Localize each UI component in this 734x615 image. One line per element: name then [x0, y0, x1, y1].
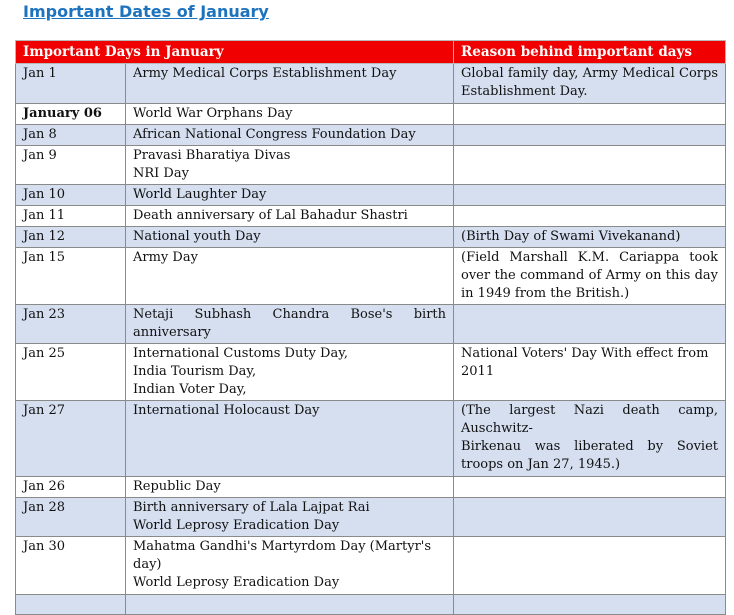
date-cell: Jan 9 — [16, 146, 126, 185]
date-cell: Jan 11 — [16, 206, 126, 227]
reason-line: Birkenau was liberated by Soviet troops on Jan 27, 1945.) — [461, 439, 719, 472]
important-dates-table — [15, 40, 726, 615]
table-row — [16, 595, 726, 615]
event-cell — [126, 595, 454, 615]
reason-cell — [454, 595, 726, 615]
date-cell: Jan 10 — [16, 185, 126, 206]
table-row — [16, 401, 726, 477]
reason-cell — [454, 344, 726, 401]
table-row — [16, 206, 726, 227]
event-cell — [126, 498, 454, 537]
table-row — [16, 125, 726, 146]
event-cell — [126, 185, 454, 206]
reason-line: (Birth Day of Swami Vivekanand) — [461, 229, 681, 244]
table-header-row — [16, 41, 726, 64]
table-row — [16, 344, 726, 401]
event-line: International Customs Duty Day, — [133, 346, 348, 361]
date-cell — [16, 595, 126, 615]
reason-cell — [454, 305, 726, 344]
date-cell: Jan 12 — [16, 227, 126, 248]
reason-cell — [454, 64, 726, 104]
table-row — [16, 185, 726, 206]
event-line: NRI Day — [133, 166, 189, 181]
table-row — [16, 477, 726, 498]
event-line: African National Congress Foundation Day — [133, 127, 416, 142]
reason-cell — [454, 537, 726, 595]
date-cell: January 06 — [16, 104, 126, 125]
event-line: World Leprosy Eradication Day — [133, 518, 340, 533]
date-cell: Jan 28 — [16, 498, 126, 537]
event-line: Birth anniversary of Lala Lajpat Rai — [133, 500, 370, 515]
event-cell — [126, 104, 454, 125]
reason-cell — [454, 104, 726, 125]
event-line: Republic Day — [133, 479, 221, 494]
event-line: Mahatma Gandhi's Martyrdom Day (Martyr's day) — [133, 539, 432, 572]
reason-cell — [454, 206, 726, 227]
date-cell: Jan 8 — [16, 125, 126, 146]
reason-line: (Field Marshall K.M. Cariappa took over the command of Army on this day in 1949 from the British.) — [461, 250, 719, 301]
reason-line: Global family day, Army Medical Corps Establishment Day. — [461, 66, 719, 99]
table-row — [16, 537, 726, 595]
event-line: Death anniversary of Lal Bahadur Shastri — [133, 208, 408, 223]
event-cell — [126, 305, 454, 344]
event-line: Indian Voter Day, — [133, 382, 247, 397]
event-line: National youth Day — [133, 229, 261, 244]
reason-cell — [454, 498, 726, 537]
event-line: International Holocaust Day — [133, 403, 320, 418]
table-row — [16, 104, 726, 125]
date-cell: Jan 30 — [16, 537, 126, 595]
table-row — [16, 64, 726, 104]
reason-line: National Voters' Day With effect from 2011 — [461, 346, 709, 379]
date-cell: Jan 27 — [16, 401, 126, 477]
event-cell — [126, 227, 454, 248]
table-row — [16, 498, 726, 537]
date-cell: Jan 15 — [16, 248, 126, 305]
reason-cell — [454, 477, 726, 498]
reason-cell — [454, 185, 726, 206]
event-cell — [126, 146, 454, 185]
event-line: Army Day — [133, 250, 198, 265]
date-cell: Jan 25 — [16, 344, 126, 401]
table-row — [16, 227, 726, 248]
reason-cell — [454, 248, 726, 305]
event-line: Pravasi Bharatiya Divas — [133, 148, 291, 163]
reason-cell — [454, 125, 726, 146]
header-reason: Reason behind important days — [454, 41, 726, 64]
event-line: Army Medical Corps Establishment Day — [133, 66, 397, 81]
date-cell: Jan 23 — [16, 305, 126, 344]
table-row — [16, 146, 726, 185]
event-cell — [126, 206, 454, 227]
page-title: Important Dates of January — [23, 2, 269, 21]
event-cell — [126, 537, 454, 595]
event-cell — [126, 248, 454, 305]
event-line: Netaji Subhash Chandra Bose's birth anniversary — [133, 307, 447, 340]
event-line: India Tourism Day, — [133, 364, 257, 379]
event-cell — [126, 401, 454, 477]
reason-cell — [454, 401, 726, 477]
table-row — [16, 305, 726, 344]
event-cell — [126, 64, 454, 104]
event-cell — [126, 125, 454, 146]
date-cell: Jan 1 — [16, 64, 126, 104]
reason-line: (The largest Nazi death camp, Auschwitz- — [461, 403, 719, 436]
event-cell — [126, 477, 454, 498]
reason-cell — [454, 146, 726, 185]
header-important-days: Important Days in January — [16, 41, 454, 64]
table-row — [16, 248, 726, 305]
reason-cell — [454, 227, 726, 248]
event-line: World War Orphans Day — [133, 106, 293, 121]
event-line: World Leprosy Eradication Day — [133, 575, 340, 590]
event-cell — [126, 344, 454, 401]
event-line: World Laughter Day — [133, 187, 267, 202]
date-cell: Jan 26 — [16, 477, 126, 498]
